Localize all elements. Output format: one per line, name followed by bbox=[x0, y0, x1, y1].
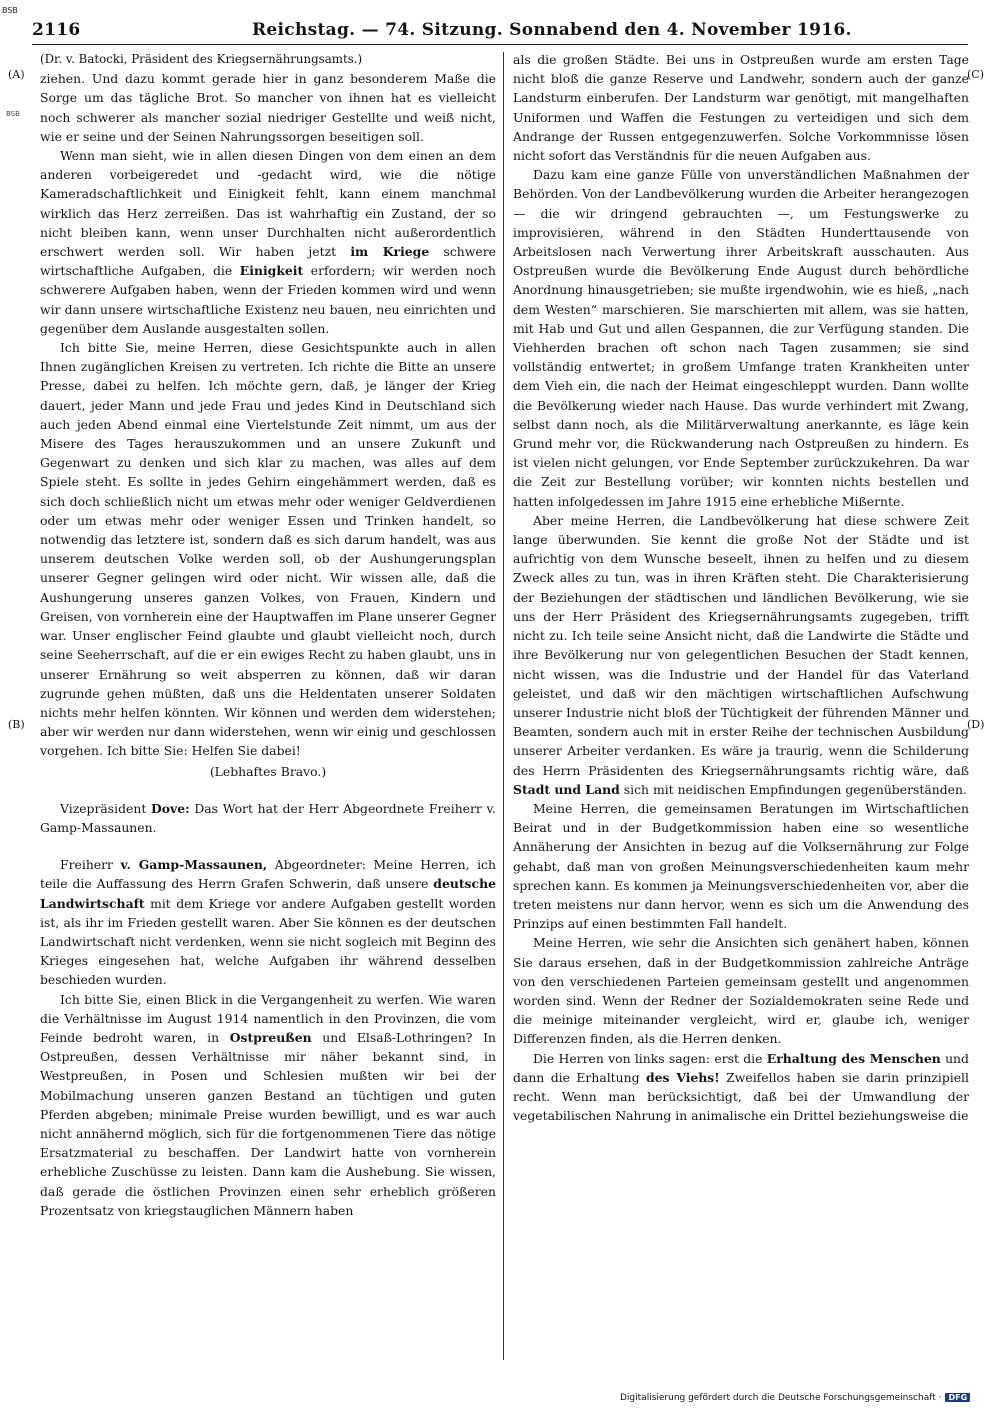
right-column bbox=[513, 50, 969, 1125]
margin-mark-b: (B) bbox=[8, 718, 25, 731]
paragraph: Ich bitte Sie, einen Blick in die Vergangenheit zu werfen. Wie waren die Verhältnisse im August 1914 namentlich in den Provinzen, die vom Feinde bedroht waren, in Ostpreußen und Elsaß-Lothringen? In Ostpreußen, dessen Verhältnisse mir näher bekannt sind, in Westpreußen, in Posen und Schlesien mußten wir bei der Mobilmachung unseren ganzen Bestand an tüchtigen und guten Pferden abgeben; minimale Preise wurden bewilligt, und es war auch nicht annähernd möglich, sich für die fortgenommenen Tiere das nötige Ersatzmaterial zu beschaffen. Der Landwirt hatte von vornherein erhebliche Zuschüsse zu leisten. Dann kam die Aushebung. Sie wissen, daß gerade die östlichen Provinzen einen sehr erheblich größeren Prozentsatz von kriegstauglichen Männern haben bbox=[40, 991, 496, 1218]
paragraph: ziehen. Und dazu kommt gerade hier in ganz besonderem Maße die Sorge um das tägliche Brot. So mancher von ihnen hat es vielleicht noch schwerer als mancher sozial niedriger Gestellte und weiß nicht, wie er seine und der Seinen Nahrungssorgen beseitigen soll. bbox=[40, 71, 496, 144]
speaker-name: v. Gamp-Massaunen, bbox=[120, 857, 268, 873]
paragraph: Meine Herren, die gemeinsamen Beratungen im Wirtschaftlichen Beirat und in der Budgetkommission haben eine so wesentliche Annäherung der Ansichten in bezug auf die Volksernährung zur Folge gehabt, daß man von großen Meinungsverschiedenheiten kaum mehr sprechen kann. Es kommen ja Meinungsverschiedenheiten vor, aber die treten meistens nur dann hervor, wenn es sich um die Anwendung des Prinzips auf einen bestimmten Fall handelt. bbox=[513, 800, 969, 932]
paragraph: Wenn man sieht, wie in allen diesen Dingen von dem einen an dem anderen vorbeigeredet und -gedacht wird, wie die nötige Kameradschaftlichkeit und Einigkeit fehlt, kann einem manchmal wirklich das Herz zerreißen. Das ist wahrhaftig ein Zustand, der so nicht bleiben kann, wenn unser Durchhalten nicht außerordentlich erschwert werden soll. Wir haben jetzt im Kriege schwere wirtschaftliche Aufgaben, die Einigkeit erfordern; wir werden noch schwerere Aufgaben haben, wenn der Frieden kommen wird und wenn wir dann unsere wirtschaftliche Existenz neu bauen, neu einrichten und gegenüber dem Auslande ausgestalten sollen. bbox=[40, 148, 496, 336]
header-rule bbox=[32, 44, 968, 45]
emphasis: deutsche Landwirtschaft bbox=[40, 876, 496, 911]
column-divider bbox=[503, 52, 504, 1360]
margin-mark-a: (A) bbox=[8, 68, 25, 81]
paragraph: Meine Herren, wie sehr die Ansichten sich genähert haben, können Sie daraus ersehen, daß in der Budgetkommission zahlreiche Anträge von den verschiedenen Parteien gemeinsam gestellt und angenommen worden sind. Wenn der Redner der Sozialdemokraten seine Rede und die meinige miteinander vergleicht, wird er, glaube ich, weniger Differenzen finden, als die Herren denken. bbox=[513, 935, 969, 1047]
paragraph: als die großen Städte. Bei uns in Ostpreußen wurde am ersten Tage nicht bloß die ganze Reserve und Landwehr, sondern auch der ganze Landsturm einberufen. Der Landsturm war genötigt, mit mangelhaften Uniformen und Waffen die Festungen zu verteidigen und sich dem Andrange der Russen entgegenzuwerfen. Solche Vorkommnisse lösen nicht sofort das Verständnis für die neuen Aufgaben aus. bbox=[513, 52, 969, 164]
paragraph: Freiherr v. Gamp-Massaunen, Abgeordneter: Meine Herren, ich teile die Auffassung des Herrn Grafen Schwerin, daß unsere deutsche Landwirtschaft mit dem Kriege vor andere Aufgaben gestellt worden ist, als ihr im Frieden gestellt waren. Aber Sie können es der deutschen Landwirtschaft nicht verdenken, wenn sie nicht sogleich mit Beginn des Krieges eingesehen hat, welche Aufgaben ihr während desselben beschieden wurden. bbox=[40, 857, 496, 988]
margin-mark-d: (D) bbox=[967, 718, 985, 731]
margin-mark-c: (C) bbox=[967, 68, 984, 81]
speaker-name: Dove: bbox=[151, 800, 190, 816]
running-title: Reichstag. — 74. Sitzung. Sonnabend den 4. November 1916. bbox=[252, 20, 852, 40]
emphasis: im Kriege bbox=[350, 244, 430, 260]
side-library-stamp: BSB bbox=[6, 110, 20, 118]
digitization-credit bbox=[620, 1393, 970, 1403]
paragraph: Vizepräsident Dove: Das Wort hat der Herr Abgeordnete Freiherr v. Gamp-Massaunen. bbox=[40, 800, 496, 835]
paragraph: Aber meine Herren, die Landbevölkerung hat diese schwere Zeit lange überwunden. Sie kennt die große Not der Städte und ist aufrichtig von dem Wunsche beseelt, ihnen zu helfen und zu diesem Zweck alles zu tun, was in ihren Kräften steht. Die Charakterisierung der Beziehungen der städtischen und ländlichen Bevölkerung, wie sie uns der Herr Präsident des Kriegsernährungsamts zugegeben, trifft nicht zu. Ich teile seine Ansicht nicht, daß die Landwirte die Städte und ihre Bevölkerung nur von gelegentlichen Besuchen der Stadt kennen, nicht wissen, was die Industrie und der Handel für das Vaterland geleistet, und daß wir den mächtigen wirtschaftlichen Aufschwung unserer Industrie nicht bloß der Tüchtigkeit der führenden Männer und Beamten, sondern auch mit in erster Reihe der technischen Ausbildung unserer Arbeiter verdanken. Es wäre ja traurig, wenn die Schilderung des Herrn Präsidenten des Kriegsernährungsamts richtig wäre, daß Stadt und Land sich mit neidischen Empfindungen gegenüberständen. bbox=[513, 512, 969, 797]
emphasis: Ostpreußen bbox=[229, 1029, 312, 1045]
credit-text: Digitalisierung gefördert durch die Deutsche Forschungsgemeinschaft · bbox=[620, 1393, 942, 1403]
applause-note: (Lebhaftes Bravo.) bbox=[209, 763, 327, 779]
emphasis: Einigkeit bbox=[239, 263, 304, 279]
paragraph: Die Herren von links sagen: erst die Erhaltung des Menschen und dann die Erhaltung des Viehs! Zweifellos haben sie darin prinzipiell recht. Wenn man berücksichtigt, daß bei der Umwandlung der vegetabilischen Nahrung in animalische ein Drittel beziehungsweise die bbox=[513, 1050, 969, 1124]
page-number: 2116 bbox=[32, 20, 81, 40]
library-stamp: BSB bbox=[2, 6, 18, 15]
speaker-attribution: (Dr. v. Batocki, Präsident des Kriegsernährungsamts.) bbox=[40, 52, 363, 66]
emphasis: Erhaltung des Menschen bbox=[766, 1050, 941, 1066]
dfg-logo-icon: DFG bbox=[945, 1393, 970, 1402]
emphasis: Stadt und Land bbox=[513, 781, 620, 797]
left-column bbox=[40, 50, 496, 1220]
page-header bbox=[32, 20, 968, 42]
paragraph: Dazu kam eine ganze Fülle von unverständlichen Maßnahmen der Behörden. Von der Landbevölkerung wurden die Arbeiter herangezogen — die wir dringend gebrauchten —, um Festungswerke zu improvisieren, während in den Städten Hunderttausende von Arbeitslosen nach Verwertung ihrer Arbeitskraft ausschauten. Aus Ostpreußen wurde die Bevölkerung Ende August durch behördliche Anordnung hinausgetrieben; sie mußte irgendwohin, wie es hieß, „nach dem Westen“ marschieren. Sie marschierten mit allem, was sie hatten, mit Hab und Gut und allen Gespannen, die zur Verfügung standen. Die Viehherden brachen oft schon nach Tagen zusammen; sie sind vollständig entwertet; in großem Umfange traten Krankheiten unter dem Vieh ein, die nach der Heimat eingeschleppt wurden. Dann wollte die Bevölkerung wieder nach Hause. Das wurde verhindert mit Zwang, selbst dann noch, als die Militärverwaltung anerkannte, es läge kein Grund mehr vor, die Rückwanderung nach Ostpreußen zu hindern. Es ist vielen nicht gelungen, vor Ende September zurückzukehren. Da war die Zeit zur Bestellung vorüber; wir konnten nichts bestellen und hatten infolgedessen im Jahre 1915 eine erhebliche Mißernte. bbox=[513, 167, 969, 509]
emphasis: des Viehs! bbox=[645, 1069, 720, 1085]
paragraph: Ich bitte Sie, meine Herren, diese Gesichtspunkte auch in allen Ihnen zugänglichen Kreisen zu vertreten. Ich richte die Bitte an unsere Presse, dabei zu helfen. Ich möchte gern, daß, je länger der Krieg dauert, jeder Mann und jede Frau und jedes Kind in Deutschland sich auch jeden Abend einmal eine Viertelstunde Zeit nimmt, um aus der Misere des Tages herauszukommen und an unsere Zukunft und Gegenwart zu denken und sich klar zu machen, was alles auf dem Spiele steht. Es sollte in jedes Gehirn eingehämmert werden, daß es sich doch schließlich nicht um etwas mehr oder weniger Geldverdienen oder um etwas mehr oder weniger Essen und Trinken handelt, so notwendig das letztere ist, sondern daß es sich darum handelt, was aus unserem deutschen Volke werden soll, ob der Aushungerungsplan unserer Gegner gelingen wird oder nicht. Wir wissen alle, daß die Aushungerung unseres ganzen Volkes, von Frauen, Kindern und Greisen, von vornherein eine der Hauptwaffen im Plane unserer Gegner war. Unser englischer Feind glaubte und glaubt vielleicht noch, durch seine Seeherrschaft, auf die er ein ewiges Recht zu haben glaubt, uns in unserer Ernährung so weit absperren zu können, daß wir daran zugrunde gehen müßten, daß uns die Heldentaten unserer Soldaten nichts mehr helfen könnten. Wir können und werden dem widerstehen; aber wir werden nur dann widerstehen, wenn wir einig und geschlossen vorgehen. Ich bitte Sie: Helfen Sie dabei! bbox=[40, 340, 497, 759]
